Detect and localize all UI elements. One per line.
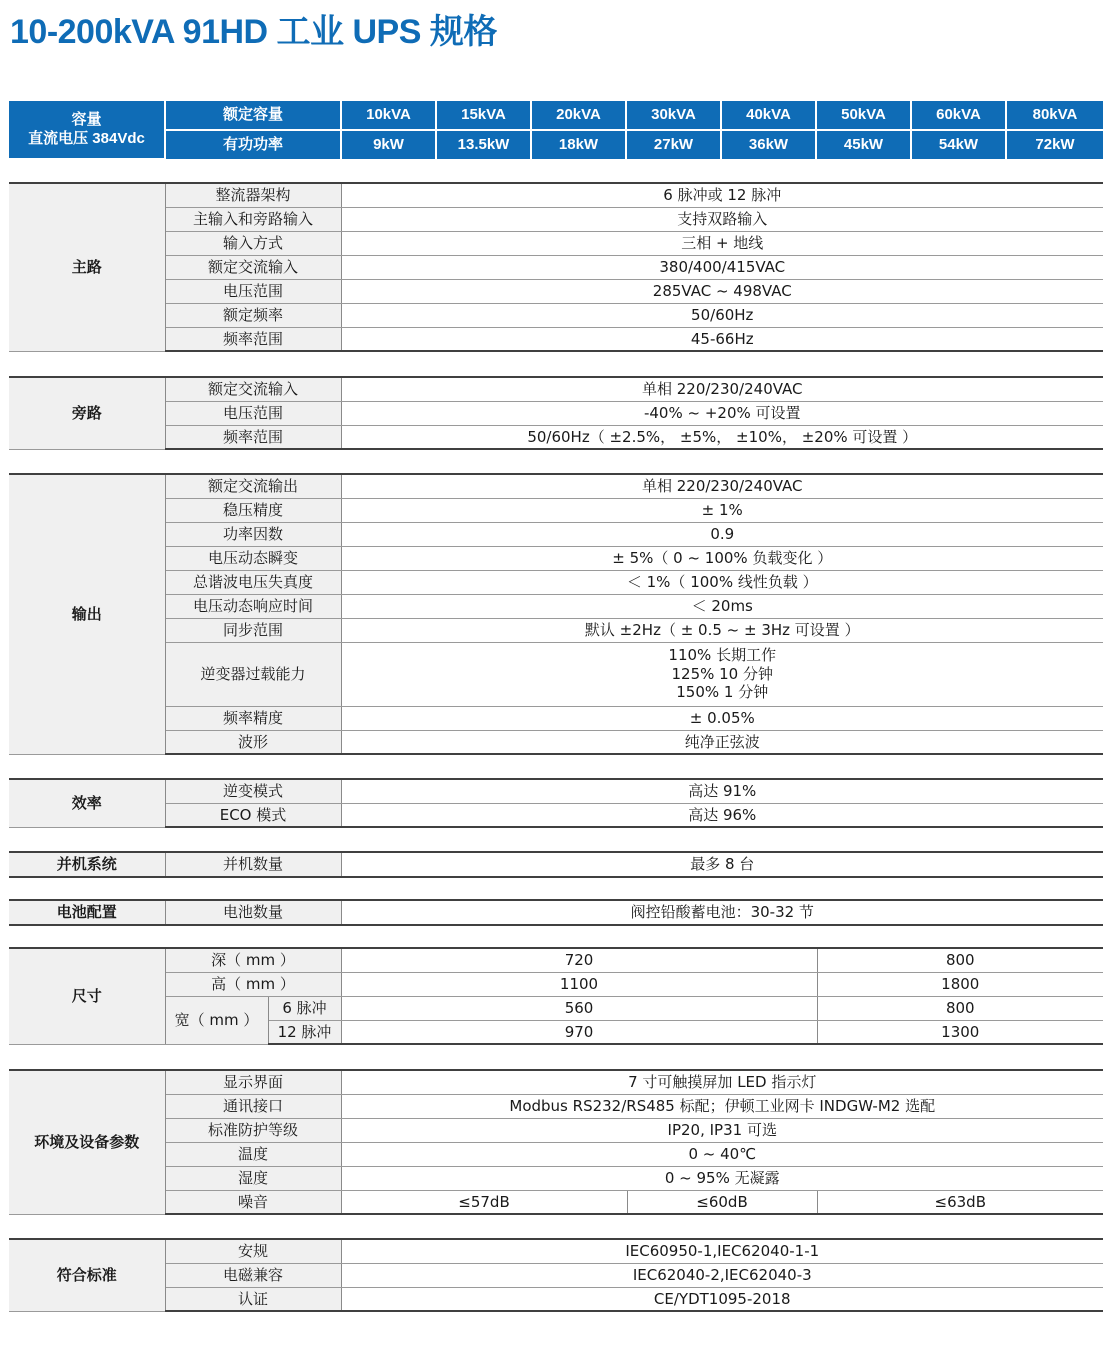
- param-value: 阀控铅酸蓄电池：30-32 节: [341, 900, 1103, 925]
- param-name: 湿度: [165, 1166, 341, 1190]
- param-name: 整流器架构: [165, 183, 341, 207]
- param-value: -40% ~ +20% 可设置: [341, 401, 1103, 425]
- param-name: 功率因数: [165, 522, 341, 546]
- param-value: 0 ~ 95% 无凝露: [341, 1166, 1103, 1190]
- param-name: 同步范围: [165, 618, 341, 642]
- kva-cell: 80kVA: [1006, 101, 1103, 130]
- param-value: 默认 ±2Hz（ ± 0.5 ~ ± 3Hz 可设置 ）: [341, 618, 1103, 642]
- param-name: 波形: [165, 730, 341, 754]
- main-input-table: [9, 182, 1103, 352]
- kw-cell: 13.5kW: [436, 130, 531, 159]
- capacity-header-cell: [9, 101, 165, 159]
- param-name: 频率范围: [165, 425, 341, 449]
- kw-cell: 27kW: [626, 130, 721, 159]
- param-value: 45-66Hz: [341, 327, 1103, 351]
- kw-cell: 9kW: [341, 130, 436, 159]
- section-label: 电池配置: [9, 900, 165, 925]
- section-label: 旁路: [9, 377, 165, 449]
- param-value: IP20, IP31 可选: [341, 1118, 1103, 1142]
- param-name: 稳压精度: [165, 498, 341, 522]
- param-value: 1800: [817, 972, 1103, 996]
- param-name: 噪音: [165, 1190, 341, 1214]
- param-value: Modbus RS232/RS485 标配；伊顿工业网卡 INDGW-M2 选配: [341, 1094, 1103, 1118]
- param-name: 并机数量: [165, 852, 341, 877]
- param-value: 800: [817, 996, 1103, 1020]
- param-name: 宽（ mm ）: [165, 996, 268, 1044]
- param-name: 深（ mm ）: [165, 948, 341, 972]
- param-value: 1300: [817, 1020, 1103, 1044]
- overload-line: 110% 长期工作: [668, 645, 777, 664]
- noise-value: ≤60dB: [627, 1190, 817, 1214]
- param-value: 三相 + 地线: [341, 231, 1103, 255]
- bypass-table: [9, 376, 1103, 450]
- parallel-table: [9, 851, 1103, 878]
- environment-table: [9, 1069, 1103, 1215]
- section-label: 符合标准: [9, 1239, 165, 1311]
- param-value: 720: [341, 948, 817, 972]
- dc-voltage-label: 直流电压 384Vdc: [28, 129, 145, 147]
- param-name: 额定交流输入: [165, 377, 341, 401]
- param-name: 安规: [165, 1239, 341, 1263]
- kva-cell: 10kVA: [341, 101, 436, 130]
- section-label: 环境及设备参数: [9, 1070, 165, 1214]
- rated-capacity-label: 额定容量: [165, 101, 341, 130]
- param-value: CE/YDT1095-2018: [341, 1287, 1103, 1311]
- param-value: 560: [341, 996, 817, 1020]
- battery-table: [9, 899, 1103, 926]
- section-label: 尺寸: [9, 948, 165, 1044]
- param-subname: 6 脉冲: [268, 996, 341, 1020]
- dimensions-table: [9, 947, 1103, 1045]
- kw-cell: 72kW: [1006, 130, 1103, 159]
- param-name: 电压范围: [165, 279, 341, 303]
- kva-cell: 40kVA: [721, 101, 816, 130]
- param-name: ECO 模式: [165, 803, 341, 827]
- param-value: ± 0.05%: [341, 706, 1103, 730]
- param-value: 支持双路输入: [341, 207, 1103, 231]
- output-table: [9, 473, 1103, 755]
- param-name: 电压动态响应时间: [165, 594, 341, 618]
- param-name: 频率范围: [165, 327, 341, 351]
- param-name: 频率精度: [165, 706, 341, 730]
- param-name: 额定交流输出: [165, 474, 341, 498]
- page-title: 10-200kVA 91HD 工业 UPS 规格: [10, 13, 497, 51]
- section-label: 输出: [9, 474, 165, 754]
- active-power-label: 有功功率: [165, 130, 341, 159]
- param-subname: 12 脉冲: [268, 1020, 341, 1044]
- param-value: 285VAC ~ 498VAC: [341, 279, 1103, 303]
- overload-line: 150% 1 分钟: [676, 683, 769, 702]
- param-name: 逆变模式: [165, 779, 341, 803]
- kw-cell: 45kW: [816, 130, 911, 159]
- param-name: 额定频率: [165, 303, 341, 327]
- kva-cell: 15kVA: [436, 101, 531, 130]
- param-name: 电池数量: [165, 900, 341, 925]
- param-value: 高达 91%: [341, 779, 1103, 803]
- param-value: 0.9: [341, 522, 1103, 546]
- kva-cell: 30kVA: [626, 101, 721, 130]
- param-name: 电磁兼容: [165, 1263, 341, 1287]
- param-value: ＜ 20ms: [341, 594, 1103, 618]
- kva-cell: 60kVA: [911, 101, 1006, 130]
- param-name: 主输入和旁路输入: [165, 207, 341, 231]
- section-label: 并机系统: [9, 852, 165, 877]
- param-name: 通讯接口: [165, 1094, 341, 1118]
- param-name: 电压动态瞬变: [165, 546, 341, 570]
- param-value: 50/60Hz: [341, 303, 1103, 327]
- param-value: 1100: [341, 972, 817, 996]
- param-value: 7 寸可触摸屏加 LED 指示灯: [341, 1070, 1103, 1094]
- kva-cell: 50kVA: [816, 101, 911, 130]
- param-name: 温度: [165, 1142, 341, 1166]
- param-value: ± 1%: [341, 498, 1103, 522]
- param-name: 额定交流输入: [165, 255, 341, 279]
- capacity-header-table: [9, 101, 1103, 160]
- param-value: IEC62040-2,IEC62040-3: [341, 1263, 1103, 1287]
- param-value: 纯净正弦波: [341, 730, 1103, 754]
- param-name: 电压范围: [165, 401, 341, 425]
- capacity-label: 容量: [71, 110, 102, 128]
- param-value: 0 ~ 40℃: [341, 1142, 1103, 1166]
- param-name: 显示界面: [165, 1070, 341, 1094]
- param-value: 50/60Hz（ ±2.5%， ±5%， ±10%， ±20% 可设置 ）: [341, 425, 1103, 449]
- kw-cell: 36kW: [721, 130, 816, 159]
- param-value: ± 5%（ 0 ~ 100% 负载变化 ）: [341, 546, 1103, 570]
- param-value: 970: [341, 1020, 817, 1044]
- param-name: 认证: [165, 1287, 341, 1311]
- param-name: 高（ mm ）: [165, 972, 341, 996]
- noise-value: ≤63dB: [817, 1190, 1103, 1214]
- param-value: 高达 96%: [341, 803, 1103, 827]
- section-label: 主路: [9, 183, 165, 351]
- param-value: 最多 8 台: [341, 852, 1103, 877]
- kw-cell: 54kW: [911, 130, 1006, 159]
- param-value: ＜ 1%（ 100% 线性负载 ）: [341, 570, 1103, 594]
- kw-cell: 18kW: [531, 130, 626, 159]
- param-name: 标准防护等级: [165, 1118, 341, 1142]
- param-value: IEC60950-1,IEC62040-1-1: [341, 1239, 1103, 1263]
- param-value: 单相 220/230/240VAC: [341, 377, 1103, 401]
- param-value: 380/400/415VAC: [341, 255, 1103, 279]
- overload-line: 125% 10 分钟: [671, 664, 773, 683]
- kva-cell: 20kVA: [531, 101, 626, 130]
- param-value: 800: [817, 948, 1103, 972]
- param-name: 输入方式: [165, 231, 341, 255]
- noise-value: ≤57dB: [341, 1190, 627, 1214]
- param-name: 逆变器过载能力: [165, 642, 341, 706]
- efficiency-table: [9, 778, 1103, 828]
- section-label: 效率: [9, 779, 165, 827]
- standards-table: [9, 1238, 1103, 1312]
- param-value: 单相 220/230/240VAC: [341, 474, 1103, 498]
- param-name: 总谐波电压失真度: [165, 570, 341, 594]
- overload-value: [341, 642, 1103, 706]
- param-value: 6 脉冲或 12 脉冲: [341, 183, 1103, 207]
